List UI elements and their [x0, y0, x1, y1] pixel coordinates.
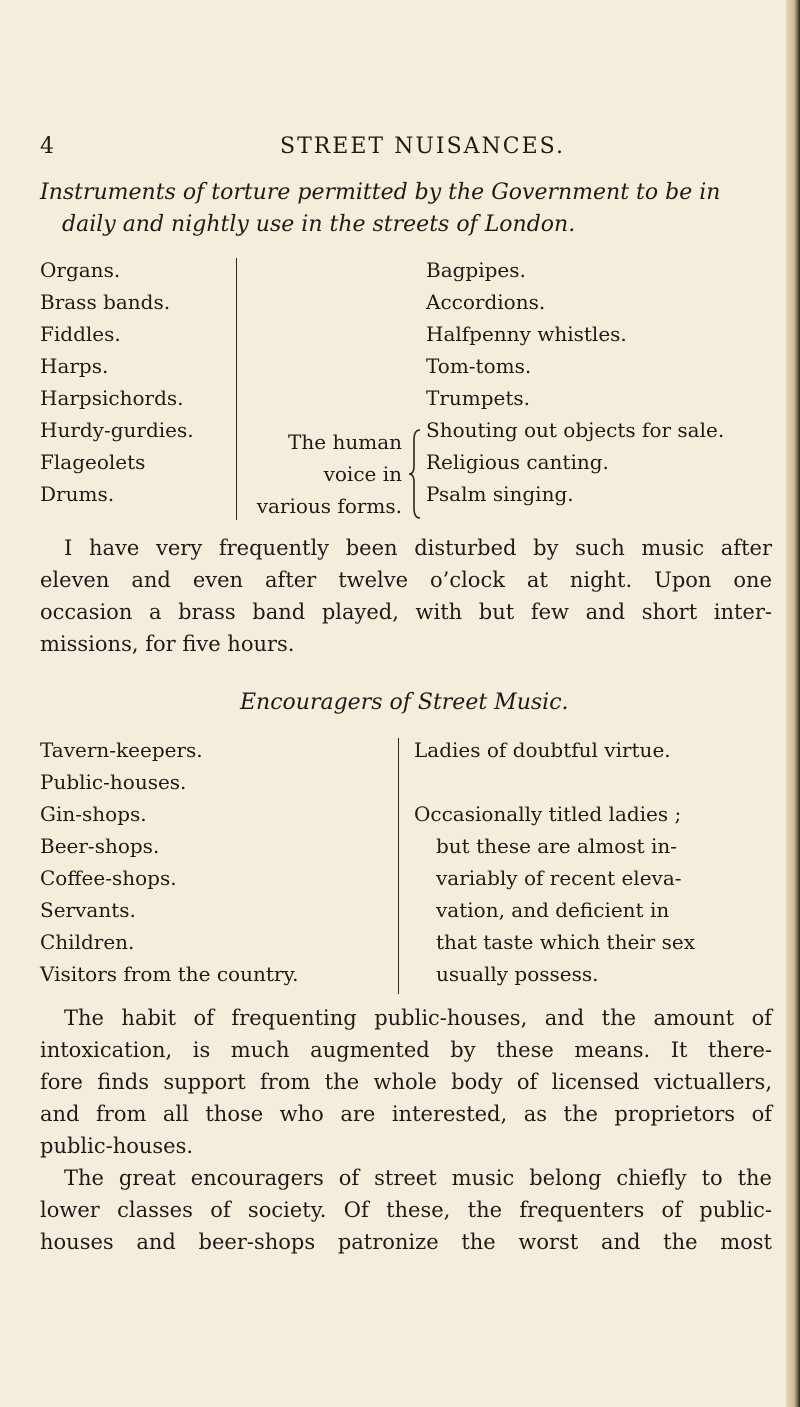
human-voice-line: various forms. [256, 494, 402, 518]
paragraph-line: and from all those who are interested, as the proprietors of [40, 1102, 772, 1126]
instrument-item: Organs. [40, 258, 121, 282]
instrument-item: Drums. [40, 482, 115, 506]
encourager-note-line: usually possess. [436, 962, 599, 986]
page-number: 4 [40, 134, 54, 159]
instrument-item: Trumpets. [426, 386, 531, 410]
spacer [414, 766, 695, 798]
instrument-item: Tom-toms. [426, 354, 532, 378]
running-head: STREET NUISANCES. [280, 134, 565, 159]
instrument-item: Fiddles. [40, 322, 121, 346]
encourager-item: Public-houses. [40, 770, 187, 794]
instrument-item: Harps. [40, 354, 109, 378]
instrument-item: Hurdy-gurdies. [40, 418, 194, 442]
human-voice-line: The human [288, 430, 402, 454]
curly-brace-icon [408, 428, 422, 520]
encourager-item: Beer-shops. [40, 834, 160, 858]
paragraph-line: fore finds support from the whole body of licensed victuallers, [40, 1070, 772, 1094]
encourager-item: Children. [40, 930, 135, 954]
instrument-item: Brass bands. [40, 290, 171, 314]
subsection-title: Encouragers of Street Music. [240, 690, 569, 715]
encourager-note-line: Occasionally titled ladies ; [414, 802, 682, 826]
instruments-right-column [426, 254, 724, 510]
instrument-item: Shouting out objects for sale. [426, 418, 725, 442]
paragraph-line: lower classes of society. Of these, the frequenters of public- [40, 1198, 772, 1222]
encouragers-left-column [40, 734, 298, 990]
encourager-note-line: vation, and deficient in [436, 898, 670, 922]
instrument-item: Accordions. [426, 290, 546, 314]
encourager-item: Tavern-keepers. [40, 738, 203, 762]
paragraph-line: occasion a brass band played, with but few and short inter- [40, 600, 772, 624]
paragraph-line: missions, for five hours. [40, 632, 295, 656]
paragraph-line: houses and beer-shops patronize the worst and the most [40, 1230, 772, 1254]
column-divider [398, 738, 399, 994]
page-edge [786, 0, 800, 1407]
column-divider [236, 258, 237, 520]
instrument-item: Halfpenny whistles. [426, 322, 627, 346]
instrument-item: Bagpipes. [426, 258, 526, 282]
paragraph-line: eleven and even after twelve o’clock at night. Upon one [40, 568, 772, 592]
human-voice-group [240, 426, 402, 522]
encourager-note-line: that taste which their sex [436, 930, 695, 954]
body-paragraph [40, 1162, 772, 1258]
paragraph-line: intoxication, is much augmented by these means. It there- [40, 1038, 772, 1062]
instrument-item: Flageolets [40, 450, 146, 474]
body-paragraph [40, 532, 772, 660]
encourager-item: Coffee-shops. [40, 866, 177, 890]
paragraph-line: The great encouragers of street music belong chiefly to the [64, 1166, 772, 1190]
paragraph-line: I have very frequently been disturbed by such music after [64, 536, 772, 560]
encourager-item: Servants. [40, 898, 136, 922]
page-header [0, 134, 800, 164]
paragraph-line: The habit of frequenting public-houses, and the amount of [64, 1006, 772, 1030]
instruments-left-column [40, 254, 194, 510]
encourager-item: Visitors from the country. [40, 962, 299, 986]
instrument-item: Harpsichords. [40, 386, 184, 410]
encouragers-right-column [414, 734, 695, 990]
human-voice-line: voice in [323, 462, 402, 486]
encourager-note-line: variably of recent eleva- [436, 866, 682, 890]
body-paragraph [40, 1002, 772, 1162]
instrument-item: Psalm singing. [426, 482, 574, 506]
section-title-line-1: Instruments of torture permitted by the Government to be in [40, 180, 721, 205]
paragraph-line: public-houses. [40, 1134, 194, 1158]
encourager-item: Ladies of doubtful virtue. [414, 738, 671, 762]
encourager-note-line: but these are almost in- [436, 834, 677, 858]
instrument-item: Religious canting. [426, 450, 609, 474]
encourager-item: Gin-shops. [40, 802, 147, 826]
section-title-line-2: daily and nightly use in the streets of London. [62, 212, 576, 237]
